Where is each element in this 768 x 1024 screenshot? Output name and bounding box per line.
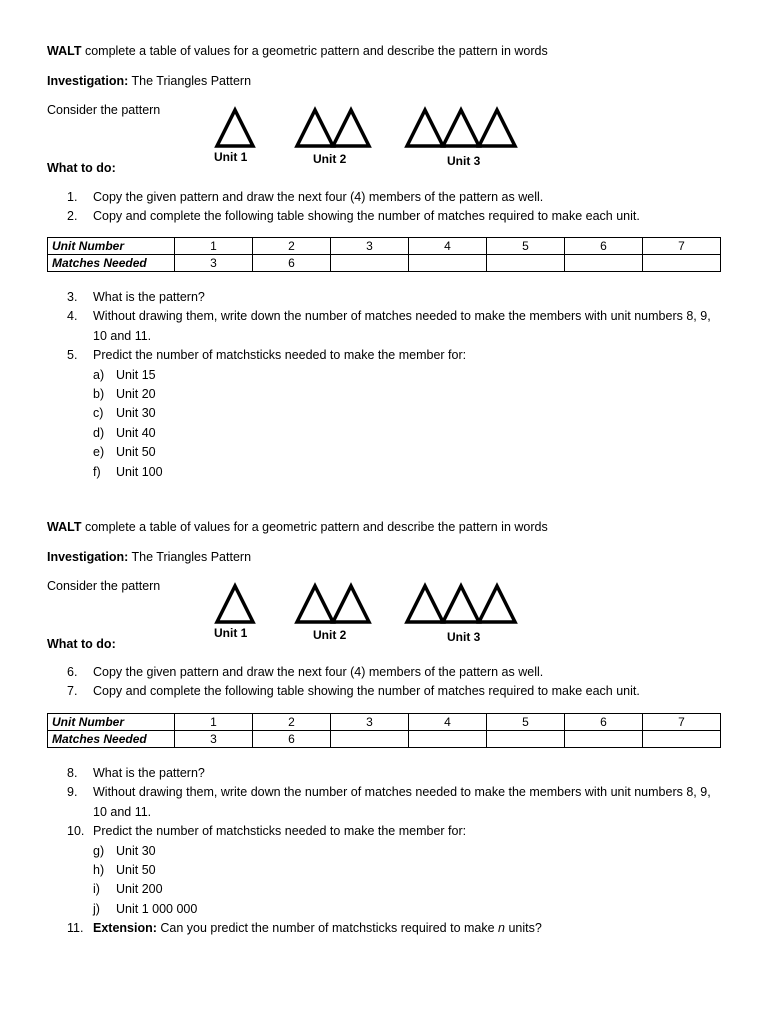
list-item: 1. Copy the given pattern and draw the next four (4) members of the pattern as well. [67,190,544,204]
worksheet-section-2 [47,520,727,950]
unit-3-label: Unit 3 [447,154,481,168]
table-row: Unit Number 1 2 3 4 5 6 7 [48,714,721,731]
what-to-do-heading: What to do: [47,637,116,651]
list-item: 6. Copy the given pattern and draw the next four (4) members of the pattern as well. [67,665,544,679]
unit-2-triangle-2 [333,110,369,146]
steps-list-a [47,188,727,227]
unit-3-triangle-1 [407,110,443,146]
steps-list-a [47,663,727,702]
table-row: Matches Needed 3 6 [48,731,721,748]
sub-list [93,366,727,482]
values-table [47,713,721,748]
list-item: g) Unit 30 [93,843,156,858]
list-item: e) Unit 50 [93,445,156,460]
list-item: 5. Predict the number of matchsticks needed to make the member for: a) Unit 15 b) Unit 20 c) Unit 30 d) Unit 40 e) Unit 50 f) Unit 100 [47,346,727,482]
unit-3-triangle-2 [443,110,479,146]
list-item: h) Unit 50 [93,863,156,878]
investigation-text: The Triangles Pattern [128,550,252,564]
walt-text: complete a table of values for a geometric pattern and describe the pattern in words [81,520,548,534]
unit-3-triangle-1 [407,586,443,622]
variable-n: n [498,921,505,936]
unit-1-triangle-1 [217,110,253,146]
list-item: 3. What is the pattern? [67,290,205,304]
consider-text: Consider the pattern [47,579,161,593]
table-row: Matches Needed 3 6 [48,255,721,272]
unit-2-triangle-2 [333,586,369,622]
values-table [47,237,721,272]
list-item: 2. Copy and complete the following table showing the number of matches required to make each unit. [67,209,640,224]
list-item: d) Unit 40 [93,425,156,440]
unit-3-triangle-3 [479,110,515,146]
unit-2-label: Unit 2 [313,628,347,642]
unit-1-label: Unit 1 [214,150,248,164]
sub-list [93,842,727,920]
list-item: j) Unit 1 000 000 [93,901,198,916]
matches-needed-header: Matches Needed [48,255,175,272]
walt-label: WALT [47,520,82,534]
list-item: 7. Copy and complete the following table showing the number of matches required to make each unit. [67,684,640,699]
list-item: a) Unit 15 [93,367,156,382]
list-item: b) Unit 20 [93,387,156,402]
unit-3-label: Unit 3 [447,630,481,644]
unit-2-label: Unit 2 [313,152,347,166]
consider-text: Consider the pattern [47,103,161,117]
list-item: 4. Without drawing them, write down the number of matches needed to make the members with unit numbers 8, 9, 10 and 11. [67,309,711,343]
worksheet-section-1 [47,44,727,484]
what-to-do-heading: What to do: [47,161,116,175]
walt-text: complete a table of values for a geometric pattern and describe the pattern in words [81,44,548,58]
unit-1-triangle-1 [217,586,253,622]
list-item: c) Unit 30 [93,406,156,421]
investigation-line [47,74,251,88]
unit-3-triangle-2 [443,586,479,622]
extension-label: Extension: [93,921,157,936]
unit-2-triangle-1 [297,586,333,622]
investigation-line [47,550,251,564]
walt-label: WALT [47,44,82,58]
investigation-text: The Triangles Pattern [128,74,252,88]
unit-3-triangle-3 [479,586,515,622]
list-item: 8. What is the pattern? [67,766,205,780]
unit-number-header: Unit Number [48,714,175,731]
list-item: f) Unit 100 [93,464,163,479]
investigation-label: Investigation: [47,74,129,88]
table-row: Unit Number 1 2 3 4 5 6 7 [48,238,721,255]
triangle-pattern [207,578,527,630]
triangle-pattern [207,102,527,154]
walt-line [47,44,548,58]
list-item: 10. Predict the number of matchsticks needed to make the member for: g) Unit 30 h) Unit 50 i) Unit 200 j) Unit 1 000 000 [47,822,727,919]
list-item: 9. Without drawing them, write down the number of matches needed to make the members with unit numbers 8, 9, 10 and 11. [67,785,711,819]
steps-list-b [47,764,727,939]
steps-list-b [47,288,727,482]
walt-line [47,520,548,534]
list-item: i) Unit 200 [93,882,163,897]
matches-needed-header: Matches Needed [48,731,175,748]
investigation-label: Investigation: [47,550,129,564]
extension-item: 11. Extension: Can you predict the number of matchsticks required to make n units? [67,921,542,936]
unit-number-header: Unit Number [48,238,175,255]
unit-1-label: Unit 1 [214,626,248,640]
unit-2-triangle-1 [297,110,333,146]
